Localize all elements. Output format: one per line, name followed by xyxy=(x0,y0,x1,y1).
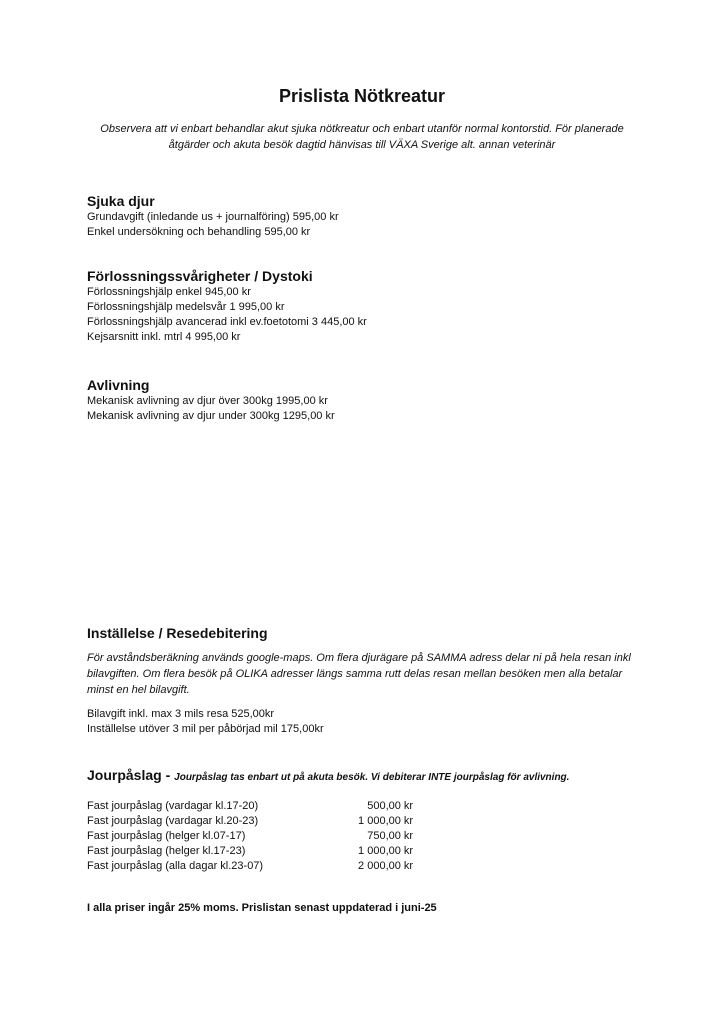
price-line: Inställelse utöver 3 mil per påbörjad mil 175,00kr xyxy=(87,723,324,735)
fee-amount: 1 000,00 kr xyxy=(358,815,414,827)
price-line: Mekanisk avlivning av djur över 300kg 1995,00 kr xyxy=(87,395,328,407)
fee-amount: 2 000,00 kr xyxy=(358,860,414,872)
section-euthanasia xyxy=(87,376,647,424)
section-heading: Inställelse / Resedebitering xyxy=(87,625,268,641)
section-sick-animals xyxy=(87,192,647,240)
price-line: Bilavgift inkl. max 3 mils resa 525,00kr xyxy=(87,708,275,720)
price-lines xyxy=(87,285,647,345)
oncall-heading xyxy=(87,766,647,787)
intro-note: Observera att vi enbart behandlar akut sjuka nötkreatur och enbart utanför normal kontorstid. För planerade åtgärder och akuta besök dagtid hänvisas till VÄXA Sverige alt. annan veterinär xyxy=(100,123,624,151)
table-row xyxy=(87,799,413,814)
section-heading: Avlivning xyxy=(87,377,150,393)
price-line: Mekanisk avlivning av djur under 300kg 1295,00 kr xyxy=(87,410,335,422)
section-heading: Förlossningssvårigheter / Dystoki xyxy=(87,268,313,284)
vat-footer-note: I alla priser ingår 25% moms. Prislistan senast uppdaterad i juni-25 xyxy=(87,902,437,914)
fee-label: Fast jourpåslag (helger kl.17-23) xyxy=(87,845,246,857)
price-line: Förlossningshjälp avancerad inkl ev.foetotomi 3 445,00 kr xyxy=(87,316,367,328)
oncall-title: Jourpåslag xyxy=(87,767,162,783)
fee-label: Fast jourpåslag (vardagar kl.17-20) xyxy=(87,800,259,812)
section-oncall xyxy=(87,766,647,874)
table-row xyxy=(87,859,413,874)
oncall-separator: - xyxy=(161,767,175,783)
table-row xyxy=(87,814,413,829)
section-dystocia xyxy=(87,267,647,345)
price-lines xyxy=(87,394,647,424)
price-line: Förlossningshjälp medelsvår 1 995,00 kr xyxy=(87,301,285,313)
price-line: Kejsarsnitt inkl. mtrl 4 995,00 kr xyxy=(87,331,241,343)
fee-label: Fast jourpåslag (helger kl.07-17) xyxy=(87,830,246,842)
price-line: Enkel undersökning och behandling 595,00 kr xyxy=(87,226,311,238)
travel-note: För avståndsberäkning används google-maps. Om flera djurägare på SAMMA adress delar ni på hela resan inkl bilavgiften. Om flera besök på OLIKA adresser längs samma rutt delas resan mellan besöken men alla betalar minst en hel bilavgift. xyxy=(87,652,631,696)
oncall-fee-table xyxy=(87,799,413,874)
fee-amount: 750,00 kr xyxy=(367,830,414,842)
table-row xyxy=(87,829,413,844)
section-heading: Sjuka djur xyxy=(87,193,155,209)
page-title: Prislista Nötkreatur xyxy=(278,86,446,106)
price-line: Grundavgift (inledande us + journalföring) 595,00 kr xyxy=(87,211,339,223)
price-lines xyxy=(87,210,647,240)
fee-amount: 1 000,00 kr xyxy=(358,845,414,857)
table-row xyxy=(87,844,413,859)
section-travel xyxy=(87,624,642,737)
price-line: Förlossningshjälp enkel 945,00 kr xyxy=(87,286,251,298)
fee-amount: 500,00 kr xyxy=(367,800,414,812)
price-lines xyxy=(87,707,642,737)
fee-label: Fast jourpåslag (alla dagar kl.23-07) xyxy=(87,860,264,872)
fee-label: Fast jourpåslag (vardagar kl.20-23) xyxy=(87,815,259,827)
oncall-note: Jourpåslag tas enbart ut på akuta besök. Vi debiterar INTE jourpåslag för avlivning. xyxy=(174,772,570,783)
